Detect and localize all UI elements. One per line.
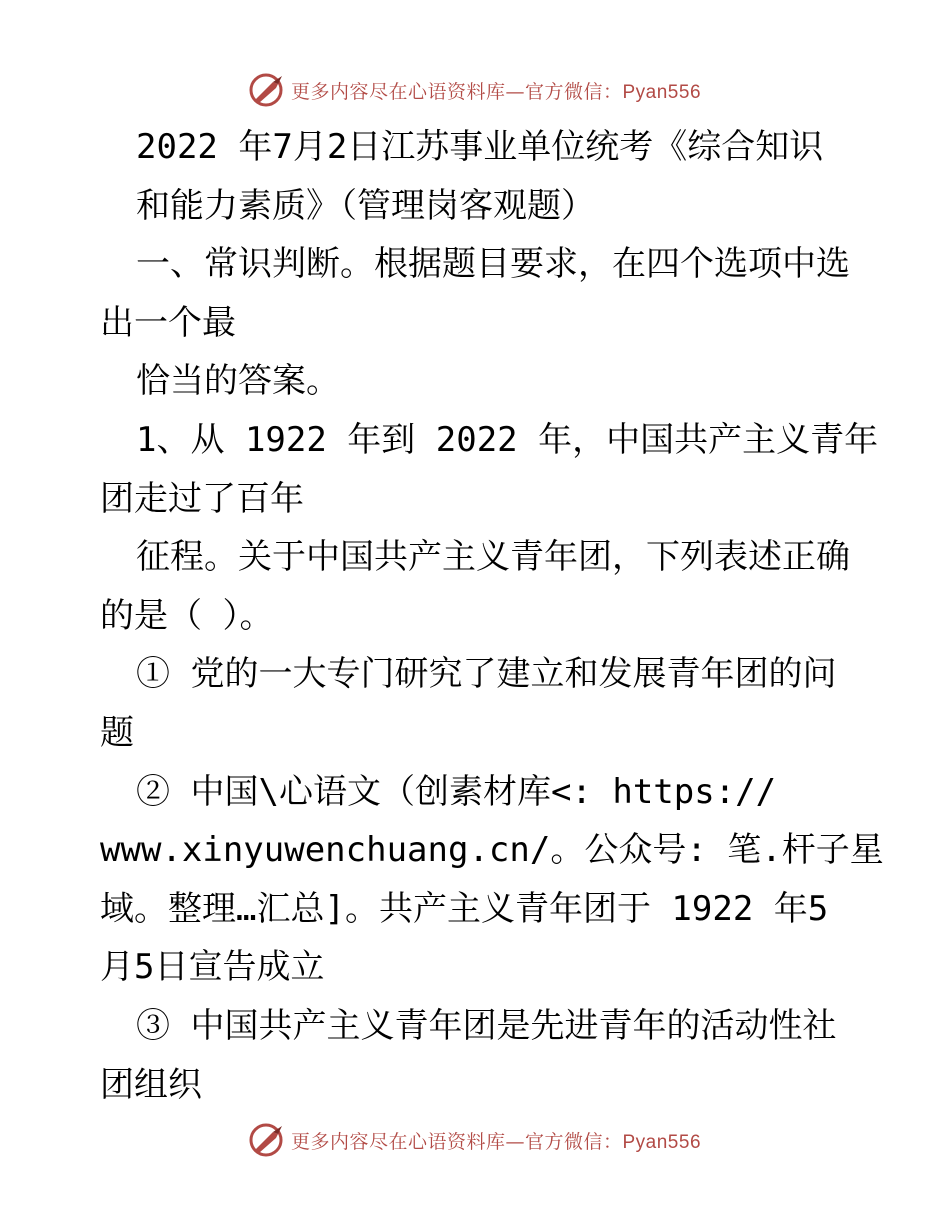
title-line-1: 2022 年7月2日江苏事业单位统考《综合知识 [136, 127, 824, 167]
banner-text: 更多内容尽在心语资料库—官方微信：Pyan556 [290, 80, 702, 103]
question-1-line-2: 团走过了百年 [100, 478, 304, 519]
section-heading-line-1: 一、常识判断。根据题目要求，在四个选项中选 [136, 244, 850, 285]
pen-logo-icon [249, 1122, 285, 1158]
option-2-line-1: ② 中国\心语文（创素材库<: https:// [136, 771, 777, 812]
section-heading-line-3: 恰当的答案。 [136, 361, 340, 402]
question-1-line-3: 征程。关于中国共产主义青年团，下列表述正确 [136, 537, 850, 578]
option-2-line-4: 月5日宣告成立 [100, 947, 325, 988]
option-3-line-1: ③ 中国共产主义青年团是先进青年的活动性社 [136, 1005, 837, 1046]
option-2-line-3: 域。整理…汇总]。共产主义青年团于 1922 年5 [100, 888, 829, 929]
option-3-line-2: 团组织 [100, 1064, 202, 1105]
question-1-line-4: 的是（ ）。 [100, 595, 274, 636]
question-1-line-1: 1、从 1922 年到 2022 年，中国共产主义青年 [136, 419, 879, 460]
option-1-line-1: ① 党的一大专门研究了建立和发展青年团的问 [136, 654, 837, 695]
header-watermark-banner [0, 68, 950, 112]
option-1-line-2: 题 [100, 712, 134, 753]
banner-text: 更多内容尽在心语资料库—官方微信：Pyan556 [290, 1130, 702, 1153]
footer-watermark-banner [0, 1118, 950, 1162]
document-body [100, 118, 884, 1114]
pen-logo-icon [249, 72, 285, 108]
section-heading-line-2: 出一个最 [100, 302, 236, 343]
title-line-2: 和能力素质》（管理岗客观题） [136, 185, 595, 226]
option-2-line-2: www.xinyuwenchuang.cn/。公众号: 笔.杆子星 [100, 830, 884, 871]
